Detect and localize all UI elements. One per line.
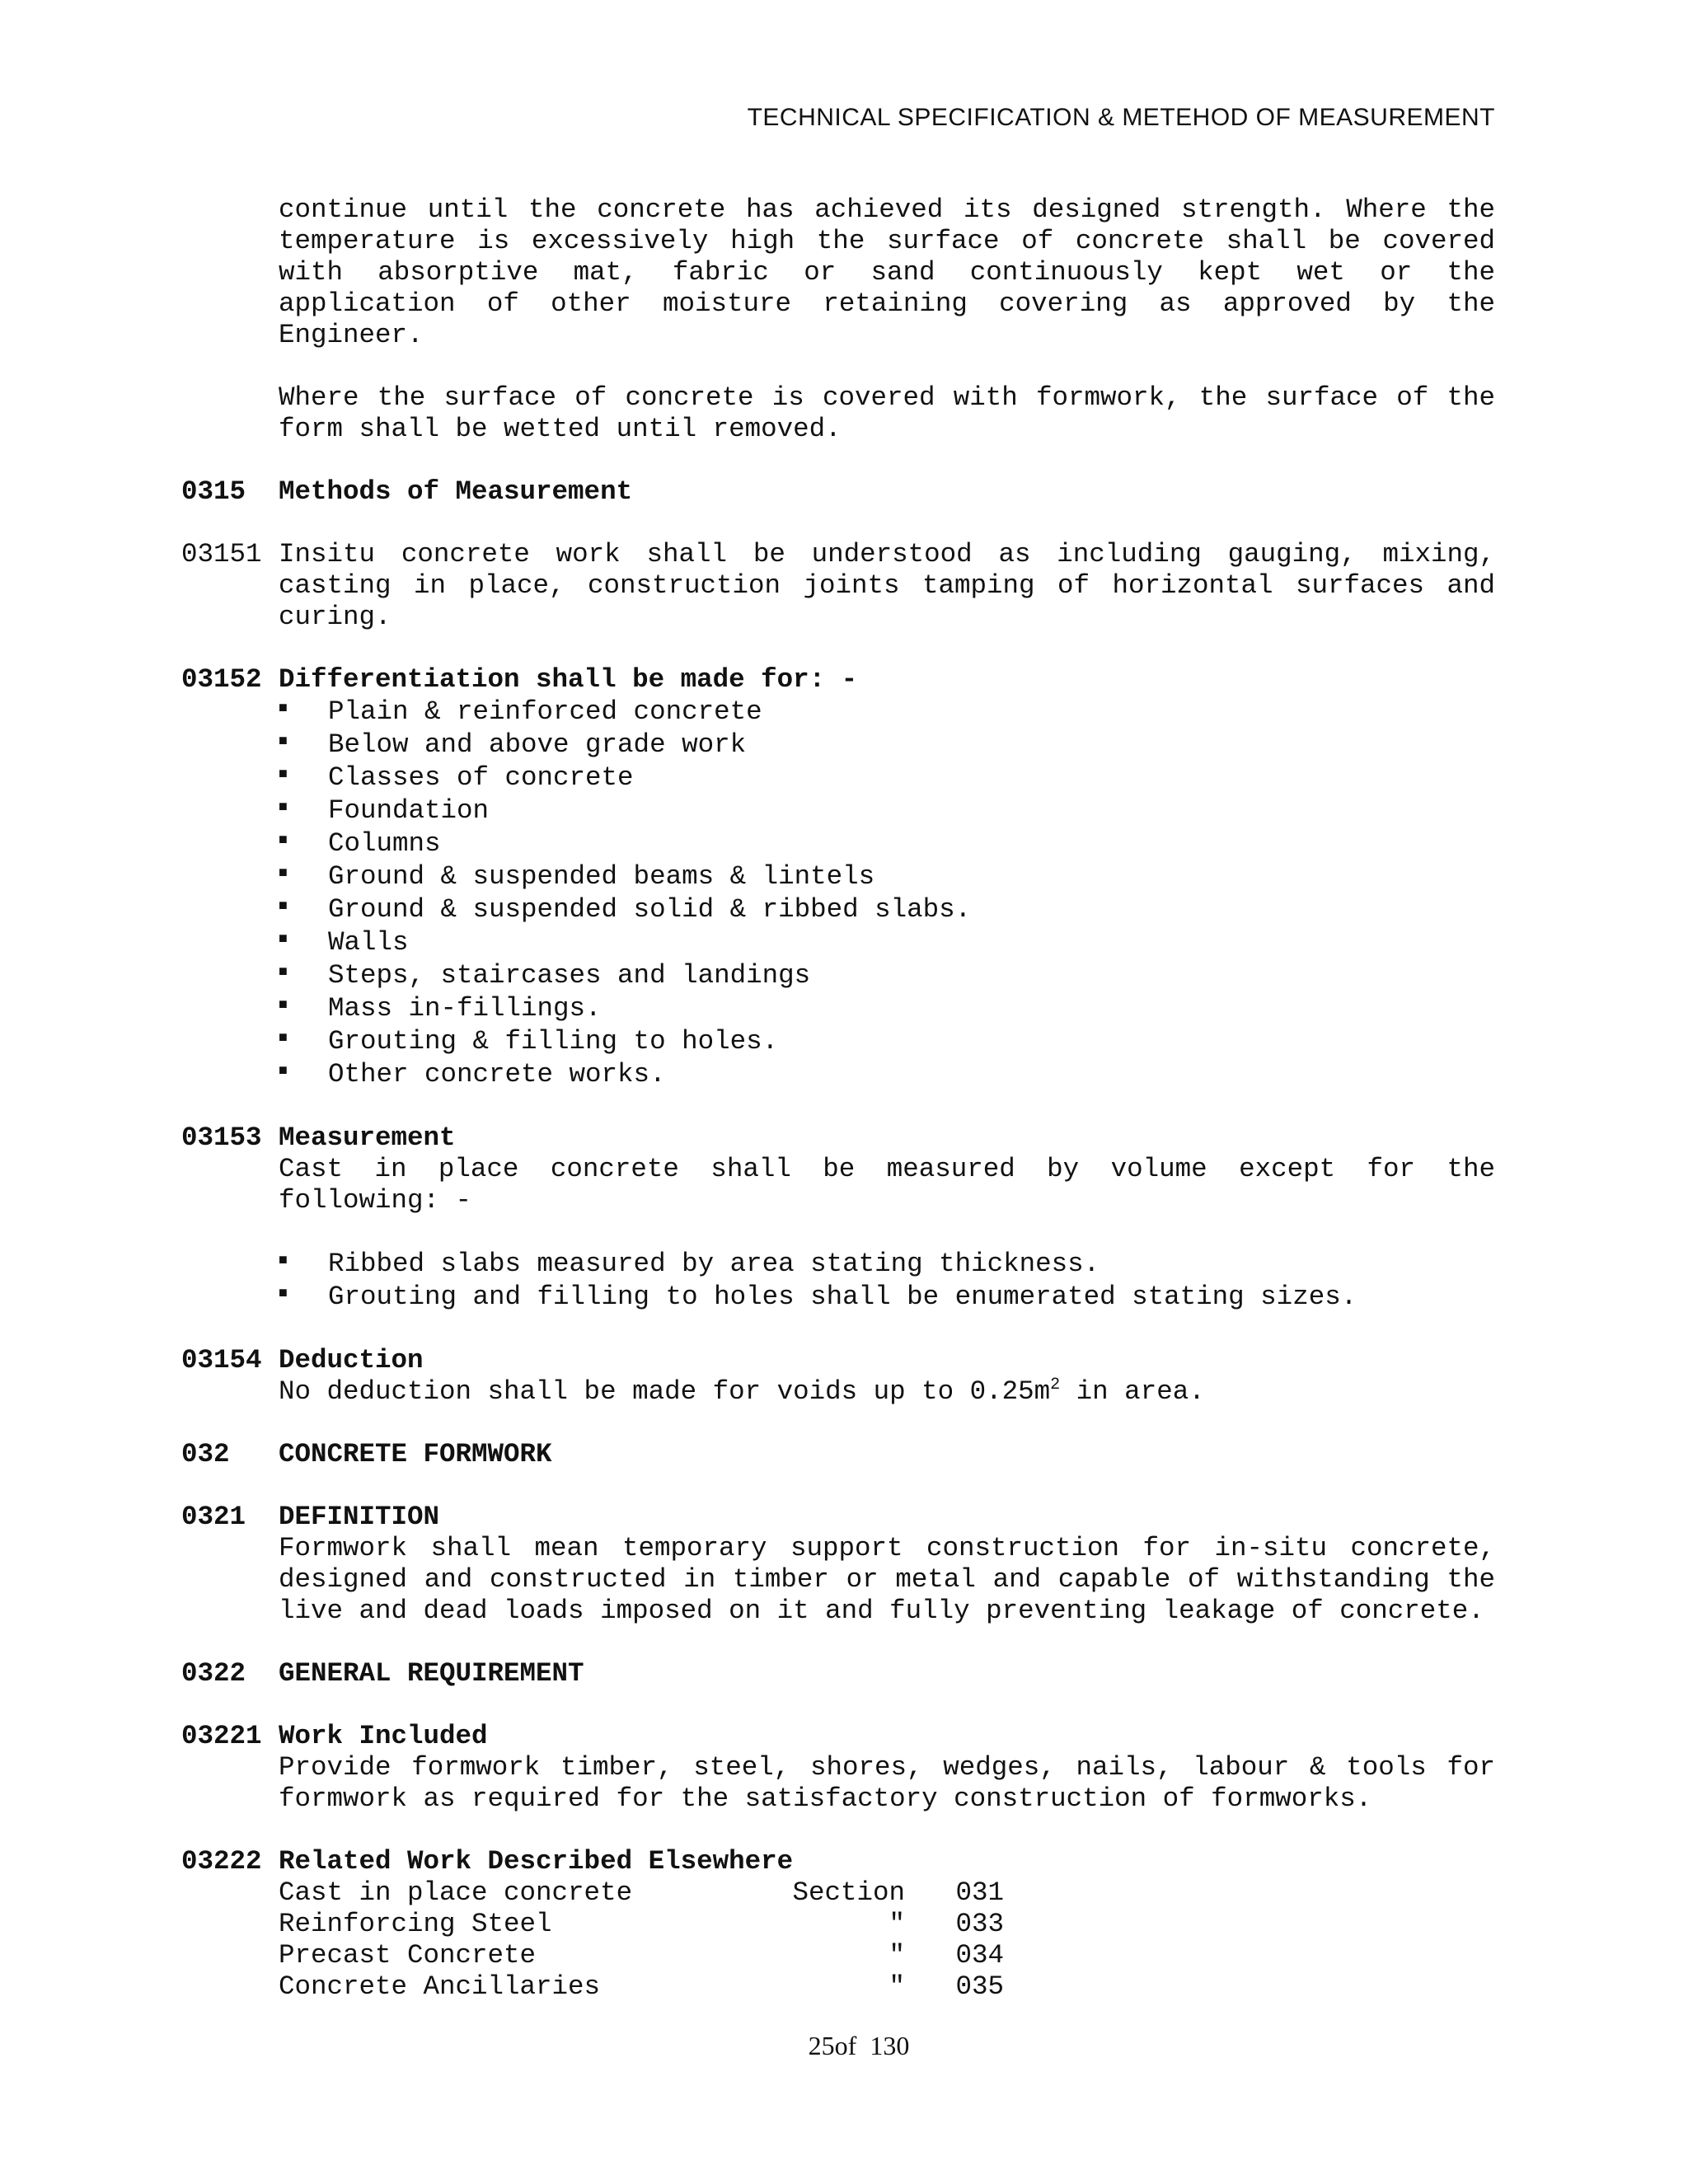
- bullet-icon: ■: [279, 898, 288, 915]
- section-heading-03154: [181, 1345, 1495, 1376]
- bullet-icon: ■: [279, 1253, 288, 1269]
- list-item: ■ Columns: [279, 827, 1495, 860]
- section-title: Differentiation shall be made for: -: [279, 664, 858, 695]
- bullet-icon: ■: [279, 701, 288, 717]
- list-item: ■ Ground & suspended solid & ribbed slabs.: [279, 893, 1495, 926]
- section-number: 03222: [181, 1846, 262, 1877]
- list-item: ■ Grouting & filling to holes.: [279, 1025, 1495, 1058]
- section-number: 032: [181, 1439, 230, 1469]
- section-number: 0322: [181, 1658, 246, 1689]
- intro-paragraph-1: continue until the concrete has achieved its designed strength. Where the temperature is excessively high the surface of concrete shall be covered with absorptive mat, fabric or sand continuously kept wet or the application of other moisture retaining covering as approved by the Engineer.: [279, 194, 1495, 350]
- section-title: Methods of Measurement: [279, 476, 633, 507]
- table-row: Precast Concrete " 034: [279, 1940, 1004, 1971]
- section-number: 0315: [181, 476, 246, 507]
- list-item: ■ Other concrete works.: [279, 1058, 1495, 1091]
- section-heading-0315: [181, 476, 1495, 508]
- section-heading-0322: [181, 1658, 1495, 1690]
- table-row: Reinforcing Steel " 033: [279, 1909, 1004, 1939]
- section-title: Deduction: [279, 1345, 424, 1376]
- intro-paragraph-2: Where the surface of concrete is covered with formwork, the surface of the form shall be wetted until removed.: [279, 382, 1495, 444]
- table-row: Concrete Ancillaries " 035: [279, 1971, 1004, 2002]
- section-title: DEFINITION: [279, 1502, 440, 1532]
- bullet-icon: ■: [279, 733, 288, 750]
- section-title: Measurement: [279, 1122, 456, 1153]
- bullet-icon: ■: [279, 766, 288, 783]
- section-number: 03154: [181, 1345, 262, 1376]
- measurement-exceptions-list: [279, 1248, 1495, 1314]
- bullet-icon: ■: [279, 1286, 288, 1302]
- definition-text: Formwork shall mean temporary support construction for in-situ concrete, designed and constructed in timber or metal and capable of withstanding the live and dead loads imposed on it and fully preventing leakage of concrete.: [279, 1533, 1495, 1626]
- total-pages: 130: [870, 2031, 910, 2060]
- bullet-icon: ■: [279, 1063, 288, 1080]
- document-body: [181, 194, 1495, 2003]
- section-number: 0321: [181, 1502, 246, 1532]
- section-heading-03152: [181, 664, 1495, 696]
- section-number: 03153: [181, 1122, 262, 1153]
- list-item: ■ Steps, staircases and landings: [279, 959, 1495, 992]
- bullet-icon: ■: [279, 799, 288, 816]
- list-item: ■ Ribbed slabs measured by area stating thickness.: [279, 1248, 1495, 1281]
- bullet-icon: ■: [279, 964, 288, 981]
- bullet-icon: ■: [279, 931, 288, 948]
- table-row: Cast in place concrete Section 031: [279, 1877, 1004, 1908]
- list-item: ■ Mass in-fillings.: [279, 992, 1495, 1025]
- page-number-footer: [0, 2031, 1688, 2061]
- bullet-icon: ■: [279, 832, 288, 849]
- measurement-text: Cast in place concrete shall be measured by volume except for the following: -: [279, 1154, 1495, 1216]
- clause-03151: [181, 539, 1495, 633]
- section-title: GENERAL REQUIREMENT: [279, 1658, 584, 1689]
- list-item: ■ Plain & reinforced concrete: [279, 696, 1495, 729]
- section-heading-03222: [181, 1846, 1495, 1877]
- section-title: Related Work Described Elsewhere: [279, 1846, 794, 1877]
- section-number: 03221: [181, 1721, 262, 1751]
- page-header: TECHNICAL SPECIFICATION & METEHOD OF MEASUREMENT: [747, 104, 1495, 131]
- related-work-table: [279, 1877, 1495, 2003]
- list-item: ■ Ground & suspended beams & lintels: [279, 860, 1495, 893]
- list-item: ■ Classes of concrete: [279, 762, 1495, 794]
- section-heading-032: [181, 1439, 1495, 1470]
- bullet-icon: ■: [279, 997, 288, 1014]
- list-item: ■ Foundation: [279, 794, 1495, 827]
- list-item: ■ Below and above grade work: [279, 729, 1495, 762]
- differentiation-list: [279, 696, 1495, 1091]
- section-title: Work Included: [279, 1721, 488, 1751]
- section-heading-03153: [181, 1122, 1495, 1154]
- list-item: ■ Grouting and filling to holes shall be enumerated stating sizes.: [279, 1281, 1495, 1314]
- current-page: 25: [808, 2031, 835, 2060]
- section-heading-03221: [181, 1721, 1495, 1752]
- bullet-icon: ■: [279, 1030, 288, 1047]
- section-number: 03152: [181, 664, 262, 695]
- page-separator: of: [834, 2031, 857, 2060]
- clause-number: 03151: [181, 539, 262, 569]
- work-included-text: Provide formwork timber, steel, shores, wedges, nails, labour & tools for formwork as required for the satisfactory construction of formworks.: [279, 1752, 1495, 1814]
- list-item: ■ Walls: [279, 926, 1495, 959]
- section-title: CONCRETE FORMWORK: [279, 1439, 552, 1469]
- bullet-icon: ■: [279, 865, 288, 882]
- section-heading-0321: [181, 1502, 1495, 1533]
- clause-text: Insitu concrete work shall be understood as including gauging, mixing, casting in place, construction joints tamping of horizontal surfaces and curing.: [279, 539, 1495, 632]
- deduction-text: No deduction shall be made for voids up to $0.25m^2$ in area.: [279, 1376, 1205, 1407]
